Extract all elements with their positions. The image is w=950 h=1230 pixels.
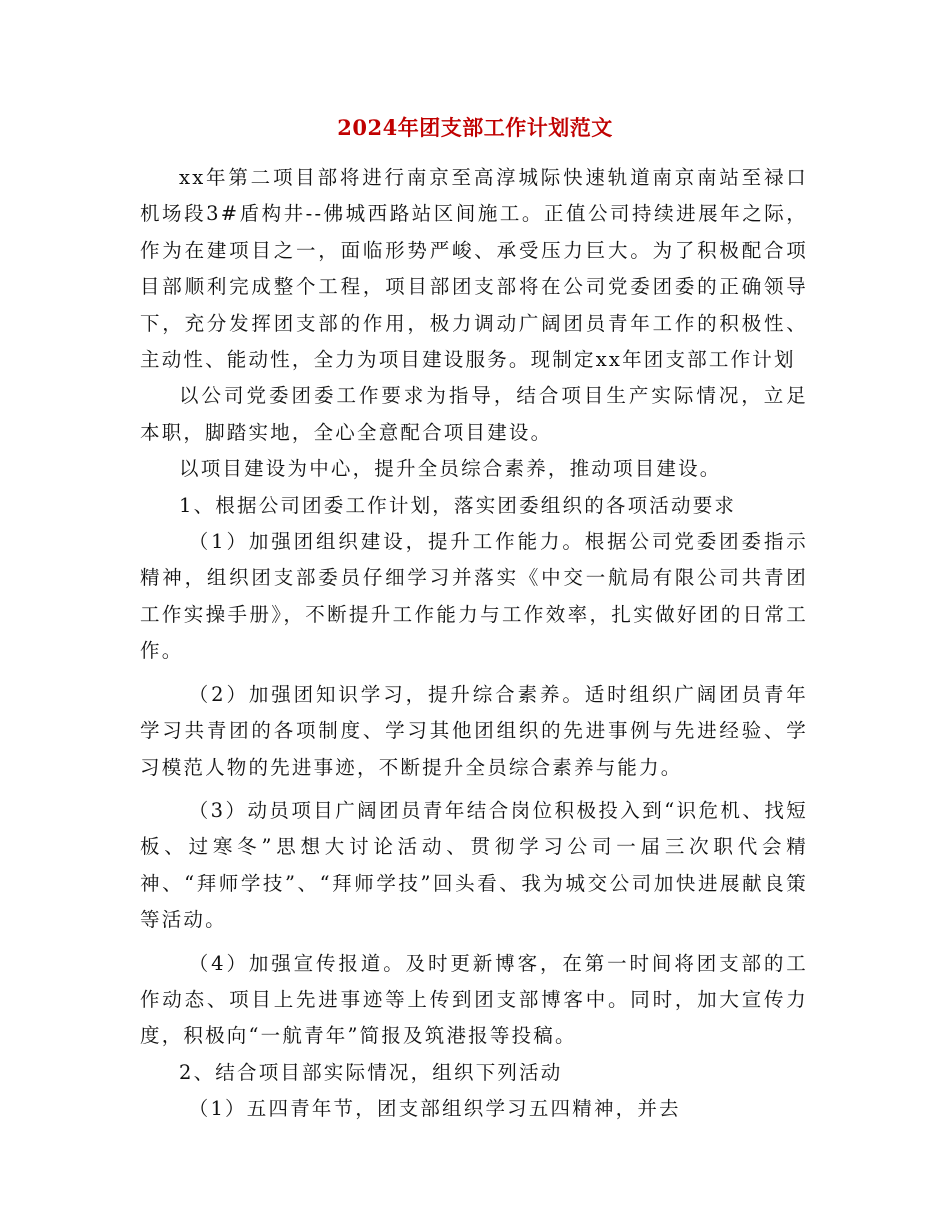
paragraph-item-1-3: （3）动员项目广阔团员青年结合岗位积极投入到“识危机、找短板、过寒冬”思想大讨论活动、贯彻学习公司一届三次职代会精神、“拜师学技”、“拜师学技”回头看、我为城交公司加快进展献良策等活动。	[140, 798, 808, 932]
paragraph-guideline: 以公司党委团委工作要求为指导，结合项目生产实际情况，立足本职，脚踏实地，全心全意配合项目建设。	[140, 384, 808, 444]
document-title: 2024年团支部工作计划范文	[337, 115, 613, 140]
paragraph-section-2-heading: 2、结合项目部实际情况，组织下列活动	[179, 1060, 563, 1084]
paragraph-item-1-2: （2）加强团知识学习，提升综合素养。适时组织广阔团员青年学习共青团的各项制度、学习其他团组织的先进事例与先进经验、学习模范人物的先进事迹，不断提升全员综合素养与能力。	[140, 682, 808, 779]
paragraph-item-1-1: （1）加强团组织建设，提升工作能力。根据公司党委团委指示精神，组织团支部委员仔细学习并落实《中交一航局有限公司共青团工作实操手册》，不断提升工作能力与工作效率，扎实做好团的日常工作。	[140, 530, 808, 663]
paragraph-goal: 以项目建设为中心，提升全员综合素养，推动项目建设。	[179, 457, 722, 481]
paragraph-item-1-4: （4）加强宣传报道。及时更新博客，在第一时间将团支部的工作动态、项目上先进事迹等上传到团支部博客中。同时，加大宣传力度，积极向“一航青年”简报及筑港报等投稿。	[140, 951, 808, 1048]
paragraph-section-1-heading: 1、根据公司团委工作计划，落实团委组织的各项活动要求	[179, 493, 737, 517]
document-body	[140, 160, 808, 1128]
paragraph-intro: xx年第二项目部将进行南京至高淳城际快速轨道南京南站至禄口机场段3#盾构井--佛城西路站区间施工。正值公司持续进展年之际，作为在建项目之一，面临形势严峻、承受压力巨大。为了积极配合项目部顺利完成整个工程，项目部团支部将在公司党委团委的正确领导下，充分发挥团支部的作用，极力调动广阔团员青年工作的积极性、主动性、能动性，全力为项目建设服务。现制定xx年团支部工作计划	[140, 166, 808, 372]
paragraph-item-2-1: （1）五四青年节，团支部组织学习五四精神，并去	[188, 1097, 681, 1121]
